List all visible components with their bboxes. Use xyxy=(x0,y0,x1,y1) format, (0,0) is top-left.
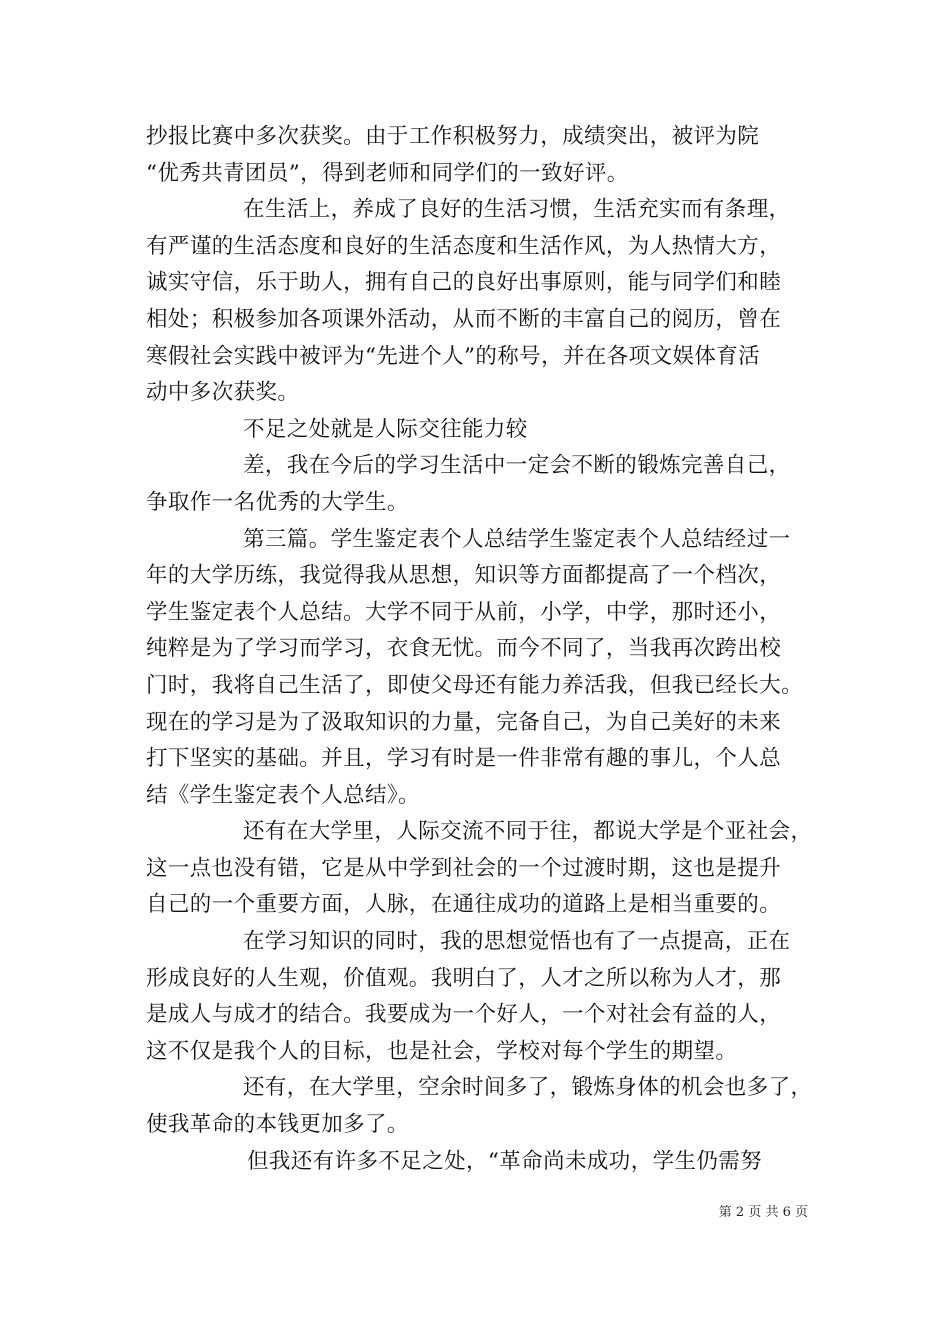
text-line: “优秀共青团员”，得到老师和同学们的一致好评。 xyxy=(146,160,629,186)
text-line: 相处；积极参加各项课外活动，从而不断的丰富自己的阅历，曾在 xyxy=(146,306,782,332)
text-line: 打下坚实的基础。并且，学习有时是一件非常有趣的事儿，个人总 xyxy=(146,746,782,772)
paragraph-start-line: 还有在大学里，人际交流不同于往，都说大学是个亚社会， xyxy=(243,819,813,845)
paragraph-start-line: 不足之处就是人际交往能力较 xyxy=(243,416,528,442)
text-line: 抄报比赛中多次获奖。由于工作积极努力，成绩突出，被评为院 xyxy=(146,124,760,149)
text-line: 这一点也没有错，它是从中学到社会的一个过渡时期，这也是提升 xyxy=(146,855,782,881)
text-line: 形成良好的人生观，价值观。我明白了，人才之所以称为人才，那 xyxy=(146,965,782,991)
text-line: 使我革命的本钱更加多了。 xyxy=(146,1112,409,1138)
text-line: 争取作一名优秀的大学生。 xyxy=(146,489,409,515)
paragraph-start-line: 但我还有许多不足之处，“革命尚未成功，学生仍需努 xyxy=(247,1148,763,1174)
paragraph-start-line: 第三篇。学生鉴定表个人总结学生鉴定表个人总结经过一 xyxy=(243,526,791,552)
text-line: 自己的一个重要方面，人脉，在通往成功的道路上是相当重要的。 xyxy=(146,892,782,918)
page-number-footer: 第 2 页 共 6 页 xyxy=(718,1205,808,1220)
text-line: 有严谨的生活态度和良好的生活态度和生活作风，为人热情大方， xyxy=(146,233,782,259)
text-line: 动中多次获奖。 xyxy=(146,380,300,406)
text-line: 学生鉴定表个人总结。大学不同于从前，小学，中学，那时还小， xyxy=(146,599,782,625)
text-line: 年的大学历练，我觉得我从思想，知识等方面都提高了一个档次， xyxy=(146,563,782,589)
paragraph-start-line: 还有，在大学里，空余时间多了，锻炼身体的机会也多了， xyxy=(243,1075,813,1101)
text-line: 结《学生鉴定表个人总结》。 xyxy=(146,782,420,808)
text-line: 现在的学习是为了汲取知识的力量，完备自己，为自己美好的未来 xyxy=(146,709,782,735)
text-line: 是成人与成才的结合。我要成为一个好人，一个对社会有益的人， xyxy=(146,1002,782,1028)
paragraph-start-line: 在学习知识的同时，我的思想觉悟也有了一点提高，正在 xyxy=(243,929,791,955)
paragraph-start-line: 在生活上，养成了良好的生活习惯，生活充实而有条理， xyxy=(243,197,791,223)
text-line: 纯粹是为了学习而学习，衣食无忧。而今不同了，当我再次跨出校 xyxy=(146,636,782,662)
text-line: 这不仅是我个人的目标，也是社会，学校对每个学生的期望。 xyxy=(146,1038,738,1064)
paragraph-start-line: 差，我在今后的学习生活中一定会不断的锻炼完善自己， xyxy=(243,453,791,479)
text-line: 寒假社会实践中被评为“先进个人”的称号，并在各项文娱体育活 xyxy=(146,343,761,369)
text-line: 门时，我将自己生活了，即使父母还有能力养活我，但我已经长大。 xyxy=(146,672,804,698)
text-line: 诚实守信，乐于助人，拥有自己的良好出事原则，能与同学们和睦 xyxy=(146,270,782,296)
document-body xyxy=(146,119,816,1180)
